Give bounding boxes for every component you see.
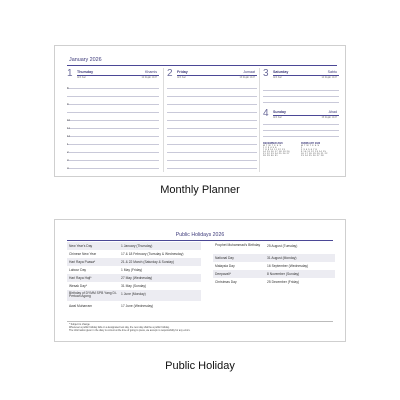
time-row[interactable] <box>167 144 257 145</box>
holiday-notes-rule <box>67 321 333 322</box>
holiday-date: 25 December (Friday) <box>267 279 300 284</box>
holiday-name: Labour Day <box>69 267 87 272</box>
day-name: Thursday <box>77 70 94 74</box>
day-number: 3 <box>263 68 269 79</box>
mini-calendar-row: 2 3 4 5 6 7 8 <box>301 149 318 151</box>
holiday-note: * Subject to change <box>69 323 90 326</box>
column-divider <box>259 68 260 172</box>
holiday-title-rule <box>67 240 333 241</box>
holiday-name: Chinese New Year <box>69 251 97 256</box>
day-header-rule <box>177 75 257 76</box>
day-local-name: Ahad <box>328 110 337 114</box>
time-row[interactable] <box>67 136 159 137</box>
holiday-date: 31 August (Monday) <box>267 255 297 260</box>
holiday-name: Wesak Day* <box>69 283 88 288</box>
mini-calendar-row: 14 15 16 17 18 19 20 <box>263 151 290 153</box>
hour-label: 2 <box>67 150 69 154</box>
mini-calendar-next <box>301 142 328 157</box>
hour-label: 10 <box>67 118 71 122</box>
holiday-row <box>67 250 201 258</box>
holiday-name: National Day <box>215 255 234 260</box>
holiday-date: 17 June (Wednesday) <box>121 303 154 308</box>
hour-label: 9 <box>67 102 69 106</box>
time-row[interactable] <box>167 104 257 105</box>
time-row[interactable] <box>67 104 159 105</box>
holiday-name: Prophet Muhammad's Birthday <box>215 242 261 247</box>
day-hijri-date: 14 Rejab 1447 <box>321 76 337 79</box>
mini-calendar-row: 1 <box>301 147 303 149</box>
holiday-caption: Public Holiday <box>165 360 235 372</box>
mini-calendar-row: 1 2 3 4 5 6 <box>263 147 277 149</box>
time-row[interactable] <box>67 112 159 113</box>
mini-calendar-row: 21 22 23 24 25 26 27 <box>263 153 290 155</box>
time-row[interactable] <box>263 130 339 131</box>
day-header-rule <box>77 75 159 76</box>
mini-calendar-row: 7 8 9 10 11 12 13 <box>263 149 285 151</box>
holiday-date: 27 May (Wednesday) <box>121 275 153 280</box>
hour-label: 3 <box>67 158 69 162</box>
day-number: 2 <box>167 68 173 79</box>
holiday-row <box>67 274 201 282</box>
time-row[interactable] <box>167 136 257 137</box>
holiday-date: 8 November (Sunday) <box>267 271 300 276</box>
holiday-row <box>67 242 201 250</box>
holiday-date: 1 May (Friday) <box>121 267 143 272</box>
time-row[interactable] <box>167 152 257 153</box>
mini-calendar-row: M T W T F S S <box>263 145 282 147</box>
holiday-row <box>67 290 201 301</box>
time-row[interactable] <box>167 112 257 113</box>
time-row[interactable] <box>167 160 257 161</box>
time-row[interactable] <box>67 152 159 153</box>
mini-calendar-row: 28 29 30 31 <box>263 155 278 157</box>
day-local-name: Jumaat <box>243 70 255 74</box>
mini-calendar-previous <box>263 142 290 157</box>
day-local-name: Sabtu <box>327 70 337 74</box>
holiday-date: 1 June (Monday) <box>121 291 146 296</box>
holiday-name: Hari Raya Puasa* <box>69 259 96 264</box>
time-row[interactable] <box>67 120 159 121</box>
holiday-row <box>213 254 335 262</box>
time-row[interactable] <box>167 120 257 121</box>
holiday-row <box>213 278 335 286</box>
planner-month-title: January 2026 <box>69 57 102 63</box>
holiday-name: Deepavali* <box>215 271 231 276</box>
day-local-name: Khamis <box>145 70 157 74</box>
holiday-date: 25 August (Tuesday) <box>267 243 298 248</box>
holiday-name: Awal Muharram <box>69 303 93 308</box>
day-header-rule <box>273 75 339 76</box>
time-row[interactable] <box>167 96 257 97</box>
holiday-name: Hari Raya Haji* <box>69 275 92 280</box>
holiday-note: The information given in the diary is correct at the time of going to press, we accept no responsibility for any errors. <box>69 329 191 332</box>
holiday-date: 1 January (Thursday) <box>121 243 153 248</box>
hour-label: 11 <box>67 126 70 130</box>
time-row[interactable] <box>67 168 159 169</box>
holiday-row <box>67 282 201 290</box>
holiday-note: Whenever a public holiday falls on a designated rest day, the next day shall be a public holiday. <box>69 326 170 329</box>
holiday-row <box>67 258 201 266</box>
mini-calendar-row: 9 10 11 12 13 14 15 <box>301 151 326 153</box>
time-row[interactable] <box>67 160 159 161</box>
holiday-date: 31 May (Sunday) <box>121 283 147 288</box>
day-subtitle: Ahh hari <box>77 76 86 79</box>
hour-label: 8 <box>67 86 69 90</box>
day-hijri-date: 12 Rejab 1447 <box>141 76 157 79</box>
holiday-title: Public Holidays 2026 <box>175 232 225 238</box>
hour-label: 12 <box>67 134 71 138</box>
time-row[interactable] <box>67 96 159 97</box>
time-row[interactable] <box>263 90 339 91</box>
mini-calendar-title: DECEMBER 2026 <box>263 142 283 145</box>
day-hijri-date: 13 Rejab 1447 <box>239 76 255 79</box>
hour-label: 4 <box>67 166 69 170</box>
time-row[interactable] <box>67 144 159 145</box>
mini-calendar-row: M T W T F S S <box>301 145 320 147</box>
time-row[interactable] <box>263 136 339 137</box>
holiday-row <box>213 262 335 270</box>
day-number: 1 <box>67 68 73 79</box>
holiday-name: New Year's Day <box>69 243 93 248</box>
holiday-notes <box>69 323 190 332</box>
holiday-name: Malaysia Day <box>215 263 235 268</box>
time-row[interactable] <box>263 96 339 97</box>
day-name: Saturday <box>273 70 289 74</box>
time-row[interactable] <box>67 88 159 89</box>
day-hijri-date: 15 Rejab 1447 <box>321 116 337 119</box>
day-subtitle: Ahh hari <box>177 76 186 79</box>
public-holiday-page <box>54 219 346 342</box>
monthly-planner-page <box>54 45 346 177</box>
holiday-date: 17 & 18 February (Tuesday & Wednesday) <box>121 251 184 256</box>
column-divider <box>163 68 164 172</box>
holiday-row <box>213 270 335 278</box>
day-header-rule <box>273 115 339 116</box>
planner-title-rule <box>67 65 337 66</box>
holiday-name: Christmas Day <box>215 279 237 284</box>
holiday-row <box>67 302 201 310</box>
mini-calendar-title: FEBRUARY 2026 <box>301 142 321 145</box>
time-row[interactable] <box>263 124 339 125</box>
day-subtitle: Ahh hari <box>273 76 282 79</box>
mini-calendar-row: 16 17 18 19 20 21 22 <box>301 153 328 155</box>
day-subtitle: Ahh hari <box>273 116 282 119</box>
holiday-date: 16 September (Wednesday) <box>267 263 309 268</box>
time-row[interactable] <box>167 128 257 129</box>
holiday-row <box>67 266 201 274</box>
time-row[interactable] <box>167 88 257 89</box>
day-number: 4 <box>263 108 269 119</box>
holiday-name: Birthday of DYMM SPB Yang Di-Pertuan Agong <box>69 290 117 299</box>
holiday-date: 21 & 22 March (Saturday & Sunday) <box>121 259 174 264</box>
mini-calendar-row: 23 24 25 26 27 28 <box>301 155 324 157</box>
day-name: Friday <box>177 70 188 74</box>
day-name: Sunday <box>273 110 286 114</box>
time-row[interactable] <box>263 102 339 103</box>
time-row[interactable] <box>167 168 257 169</box>
time-row[interactable] <box>67 128 159 129</box>
hour-label: 1 <box>67 142 69 146</box>
holiday-row <box>213 242 335 253</box>
planner-caption: Monthly Planner <box>160 184 240 196</box>
